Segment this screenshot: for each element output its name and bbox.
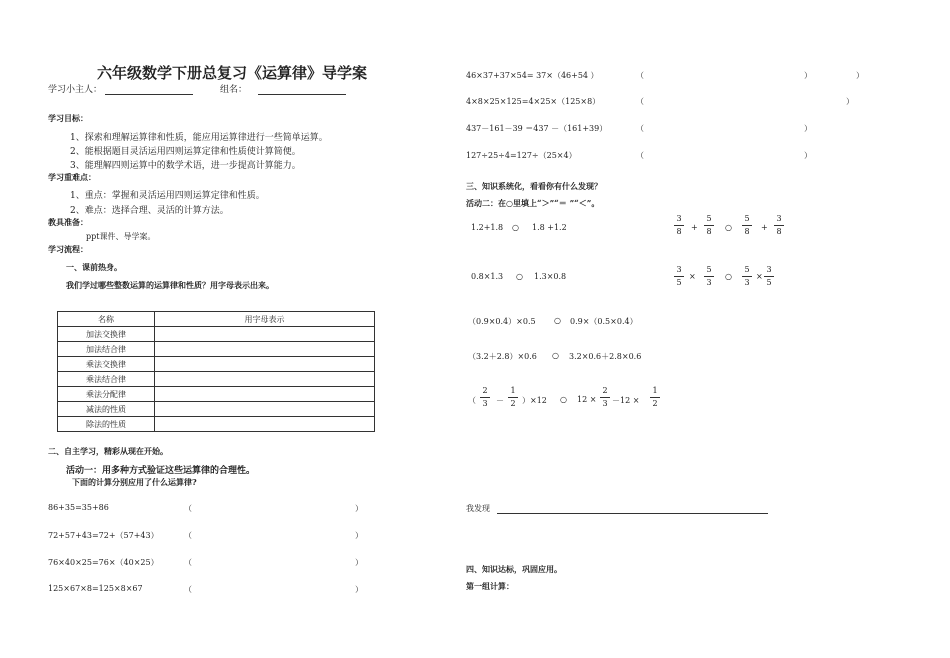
law-table (57, 311, 375, 432)
compare-circle[interactable]: ○ (725, 223, 732, 232)
paren-close: ） (355, 531, 363, 540)
exercise-text: 46×37+37×54= 37×（46+54 ） (466, 71, 599, 80)
law-formula-cell[interactable] (155, 387, 375, 402)
paren-open: （ (184, 558, 192, 567)
operator: + (761, 223, 768, 232)
paren-open: （ (636, 151, 644, 160)
table-header-cell: 名称 (58, 312, 155, 327)
tools-text: ppt课件、导学案。 (86, 232, 156, 241)
operator: × (756, 272, 763, 281)
discover-label: 我发现 (466, 504, 490, 513)
fraction: 2 3 (600, 386, 610, 409)
group-blank[interactable] (258, 84, 346, 95)
paren-close: ） (355, 504, 363, 513)
compare-circle[interactable]: ○ (516, 272, 523, 281)
fraction: 5 3 (742, 265, 752, 288)
learner-row (48, 82, 193, 95)
fraction: 5 8 (704, 214, 714, 237)
keypoint-item: 2、难点：选择合理、灵活的计算方法。 (70, 206, 229, 216)
discover-answer-line[interactable] (497, 513, 768, 514)
goal-item: 1、探索和理解运算律和性质，能应用运算律进行一些简单运算。 (70, 133, 328, 143)
operator: － (496, 396, 504, 405)
exercise-text: 437－161－39 ＝437 －（161+39） (466, 124, 608, 133)
paren-open: （ (468, 396, 476, 405)
compare-right: 1.8 +1.2 (532, 223, 567, 232)
paren-open: （ (636, 71, 644, 80)
paren-open: （ (184, 531, 192, 540)
law-name: 加法结合律 (58, 342, 155, 357)
compare-circle[interactable]: ○ (725, 272, 732, 281)
compare-circle[interactable]: ○ (554, 316, 561, 325)
goals-heading: 学习目标： (48, 113, 88, 123)
paren-close: ） (355, 585, 363, 594)
page-title: 六年级数学下册总复习《运算律》导学案 (97, 64, 368, 82)
compare-right: 1.3×0.8 (534, 272, 567, 281)
keypoints-heading: 学习重难点： (48, 172, 96, 182)
compare-left: 1.2+1.8 (471, 223, 504, 232)
compare-right: 0.9×（0.5×0.4） (570, 317, 638, 326)
law-name: 减法的性质 (58, 402, 155, 417)
goal-item: 2、能根据题目灵活运用四则运算定律和性质使计算简便。 (70, 147, 301, 157)
compare-circle[interactable]: ○ (560, 395, 567, 404)
activity-heading: 活动一：用多种方式验证这些运算律的合理性。 (66, 466, 256, 476)
fraction: 3 8 (674, 214, 684, 237)
expression-part: ）×12 (522, 396, 547, 405)
keypoint-item: 1、重点：掌握和灵活运用四则运算定律和性质。 (70, 191, 265, 201)
exercise-text: 127÷25÷4=127÷（25×4） (466, 151, 577, 160)
paren-close: ） (355, 558, 363, 567)
paren-open: （ (636, 97, 644, 106)
fraction: 3 5 (674, 265, 684, 288)
fraction: 1 2 (508, 386, 518, 409)
fraction: 2 3 (480, 386, 490, 409)
compare-circle[interactable]: ○ (552, 351, 559, 360)
operator: × (689, 272, 696, 281)
compare-left: （3.2＋2.8）×0.6 (468, 352, 537, 361)
tools-heading: 教具准备： (48, 217, 88, 227)
expression-part: 12 × (577, 395, 597, 404)
section-heading: 三、知识系统化，看看你有什么发现？ (466, 181, 602, 191)
process-heading: 学习流程： (48, 244, 88, 254)
paren-close: ） (846, 97, 854, 106)
compare-circle[interactable]: ○ (512, 223, 519, 232)
section-heading: 二、自主学习，精彩从现在开始。 (48, 446, 168, 456)
law-name: 除法的性质 (58, 417, 155, 432)
learner-label: 学习小主人： (48, 85, 103, 95)
section-heading: 一、课前热身。 (66, 262, 122, 272)
exercise-text: 72+57+43=72+（57+43） (48, 531, 159, 540)
paren-close: ） (804, 71, 812, 80)
activity-heading: 活动二：在○里填上“＞”“＝ ”“＜”。 (466, 198, 600, 208)
paren-open: （ (636, 124, 644, 133)
paren-close: ） (804, 151, 812, 160)
section-heading: 四、知识达标，巩固应用。 (466, 564, 562, 574)
table-row (58, 402, 375, 417)
law-formula-cell[interactable] (155, 327, 375, 342)
operator: + (691, 223, 698, 232)
table-row (58, 327, 375, 342)
law-name: 乘法分配律 (58, 387, 155, 402)
law-name: 乘法交换律 (58, 357, 155, 372)
exercise-text: 4×8×25×125=4×25×（125×8） (466, 97, 601, 106)
table-row (58, 372, 375, 387)
fraction: 3 5 (764, 265, 774, 288)
exercise-text: 86+35=35+86 (48, 503, 109, 512)
law-formula-cell[interactable] (155, 342, 375, 357)
law-formula-cell[interactable] (155, 357, 375, 372)
law-name: 加法交换律 (58, 327, 155, 342)
compare-right: 3.2×0.6＋2.8×0.6 (569, 352, 642, 361)
table-header-row (58, 312, 375, 327)
expression-part: －12 × (612, 396, 640, 405)
paren-close: ） (856, 71, 864, 80)
table-row (58, 342, 375, 357)
table-row (58, 417, 375, 432)
paren-open: （ (184, 585, 192, 594)
paren-open: （ (184, 504, 192, 513)
group-label: 组名： (220, 85, 248, 95)
fraction: 1 2 (650, 386, 660, 409)
law-name: 乘法结合律 (58, 372, 155, 387)
section-question: 我们学过哪些整数运算的运算律和性质？用字母表示出来。 (66, 280, 274, 290)
fraction: 5 8 (742, 214, 752, 237)
paren-close: ） (804, 124, 812, 133)
fraction: 5 3 (704, 265, 714, 288)
law-formula-cell[interactable] (155, 372, 375, 387)
fraction: 3 8 (774, 214, 784, 237)
table-row (58, 387, 375, 402)
exercise-text: 125×67×8=125×8×67 (48, 584, 143, 593)
law-formula-cell[interactable] (155, 417, 375, 432)
group-heading: 第一组计算： (466, 581, 514, 591)
group-row (220, 82, 346, 95)
goal-item: 3、能理解四则运算中的数学术语，进一步提高计算能力。 (70, 161, 301, 171)
table-header-cell: 用字母表示 (155, 312, 375, 327)
compare-left: 0.8×1.3 (471, 272, 504, 281)
learner-blank[interactable] (105, 84, 193, 95)
exercise-text: 76×40×25=76×（40×25） (48, 558, 159, 567)
table-row (58, 357, 375, 372)
activity-question: 下面的计算分别应用了什么运算律? (72, 477, 197, 487)
compare-left: （0.9×0.4）×0.5 (468, 317, 536, 326)
law-formula-cell[interactable] (155, 402, 375, 417)
